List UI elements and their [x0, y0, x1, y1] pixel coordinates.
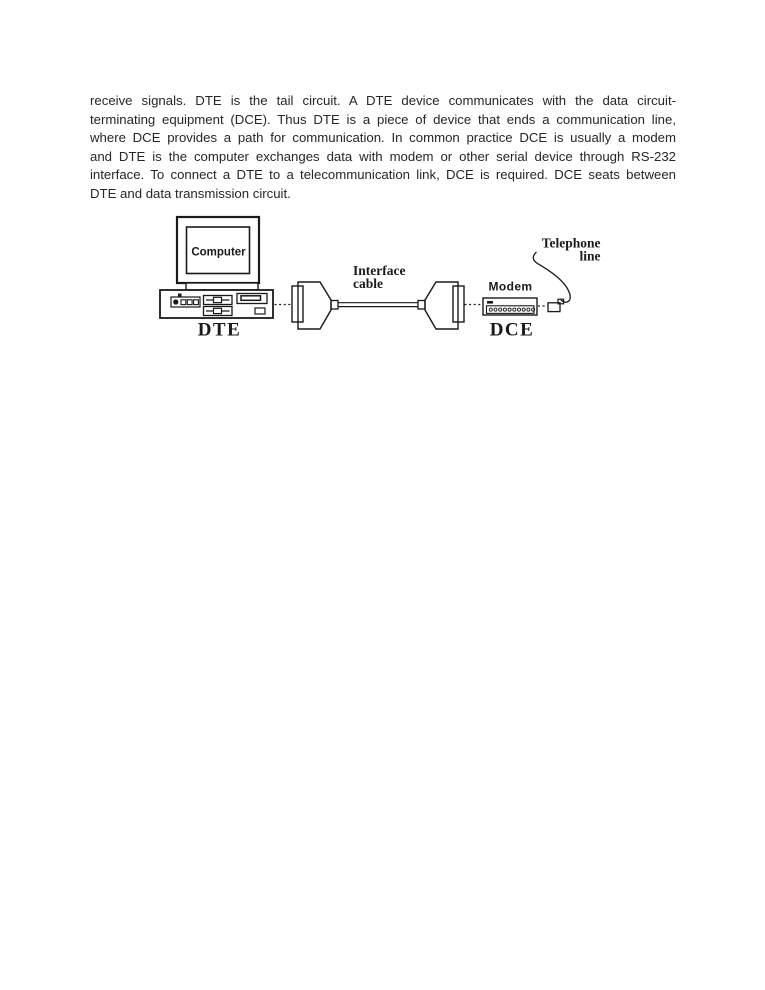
connector-collar: [418, 301, 425, 310]
interface-cable-label-line2: cable: [353, 275, 383, 291]
dce-label: DCE: [489, 319, 535, 341]
telephone-line-curve: [533, 252, 570, 302]
telephone-label-line2: line: [579, 248, 601, 264]
paragraph-line: and DTE is the computer exchanges data with modem or other serial device through RS-232: [90, 148, 676, 164]
dte-dce-diagram: [150, 210, 620, 350]
paragraph-line: terminating equipment (DCE). Thus DTE is a piece of device that ends a communication line,: [90, 111, 676, 127]
paragraph-line: where DCE provides a path for communication. In common practice DCE is usually a modem: [90, 130, 676, 146]
paragraph-line: DTE and data transmission circuit.: [90, 185, 291, 201]
body-paragraph: [90, 92, 676, 204]
modem-label: Modem: [488, 279, 533, 294]
dte-label: DTE: [197, 319, 242, 341]
modem-case: [483, 298, 537, 315]
modem-led-icon: [487, 301, 493, 304]
interface-cable-label-line1: Interface: [353, 263, 406, 278]
interface-cable: [338, 303, 418, 307]
telephone-label-line1: Telephone: [541, 235, 601, 251]
modem: [483, 298, 537, 315]
monitor-stand: [186, 283, 258, 290]
connector-collar: [331, 301, 338, 310]
cable-connector-left: [292, 282, 338, 329]
cable-connector-right: [418, 282, 464, 329]
paragraph-line: interface. To connect a DTE to a telecommunication link, DCE is required. DCE seats between: [90, 167, 676, 183]
system-unit: [160, 290, 273, 318]
paragraph-line: receive signals. DTE is the tail circuit. A DTE device communicates with the data circuit-: [90, 93, 676, 108]
computer-label: Computer: [191, 246, 246, 259]
power-button-icon: [173, 299, 178, 304]
computer-monitor: [177, 217, 259, 290]
